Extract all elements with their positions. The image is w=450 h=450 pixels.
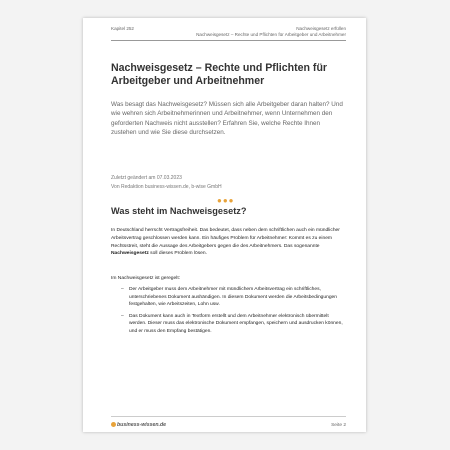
- header-divider: [111, 40, 346, 41]
- footer-logo: [111, 422, 166, 428]
- separator-dots: ●●●: [217, 196, 235, 205]
- section-heading: Was steht im Nachweisgesetz?: [111, 206, 247, 216]
- paragraph-bold-term: Nachweisgesetz: [111, 251, 149, 257]
- paragraph-text-end: soll dieses Problem lösen.: [148, 251, 207, 257]
- list-item: [121, 286, 343, 309]
- document-page: [83, 18, 366, 432]
- list-intro: Im Nachweisgesetz ist geregelt:: [111, 276, 181, 281]
- footer-logo-text: business-wissen.de: [117, 422, 167, 428]
- footer-divider: [111, 416, 346, 417]
- article-lead: Was besagt das Nachweisgesetz? Müssen sich alle Arbeitgeber daran halten? Und wie wehren sich Arbeitnehmerinnen und Arbeitnehmer, wenn Unternehmen den geforderten Nachweis nicht ausstellen? Erfahren Sie, welche Rechte Ihnen zustehen und wie Sie diese durchsetzen.: [111, 101, 343, 137]
- article-title: Nachweisgesetz – Rechte und Pflichten für Arbeitgeber und Arbeitnehmer: [111, 62, 328, 87]
- logo-dot-icon: [111, 422, 116, 427]
- updated-date: Zuletzt geändert am 07.03.2023: [111, 175, 182, 181]
- author-line: Von Redaktion business-wissen.de, b-wise GmbH: [111, 184, 222, 190]
- bullet-dash: –: [121, 313, 124, 319]
- paragraph-text-start: In Deutschland herrscht Vertragsfreiheit. Das bedeutet, dass neben dem schriftlichen auch ein mündlicher Arbeitsvertrag geschlossen werden kann. Ein häufiges Problem für Arbeitnehmer: Kommt es zu einem Rechtsstreit, steht die Aussage des Arbeitgebers gegen die des Arbeitnehmers. Das sogenannte: [111, 228, 340, 249]
- list-item-text: Das Dokument kann auch in Textform erstellt und dem Arbeitnehmer elektronisch übermittelt werden. Dieser muss das elektronische Dokument empfangen, speichern und ausdrucken können, und er muss den Empfang bestätigen.: [129, 313, 343, 334]
- running-header-title: Nachweisgesetz erfüllen: [296, 26, 346, 31]
- list-item: [121, 313, 343, 336]
- rules-list: [121, 286, 343, 340]
- section-paragraph: [111, 227, 345, 258]
- running-header-subtitle: Nachweisgesetz – Rechte und Pflichten für Arbeitgeber und Arbeitnehmer: [196, 32, 346, 37]
- running-header: [196, 26, 346, 38]
- list-item-text: Der Arbeitgeber muss dem Arbeitnehmer mit mündlichem Arbeitsvertrag ein schriftliches, unterschriebenes Dokument aushändigen. In diesem Dokument werden die Arbeitsbedingungen festgehalten, wie Arbeitszeiten, Lohn usw.: [129, 287, 337, 308]
- chapter-label: Kapitel 252: [111, 26, 134, 31]
- page-number: Seite 2: [331, 423, 346, 428]
- bullet-dash: –: [121, 287, 124, 292]
